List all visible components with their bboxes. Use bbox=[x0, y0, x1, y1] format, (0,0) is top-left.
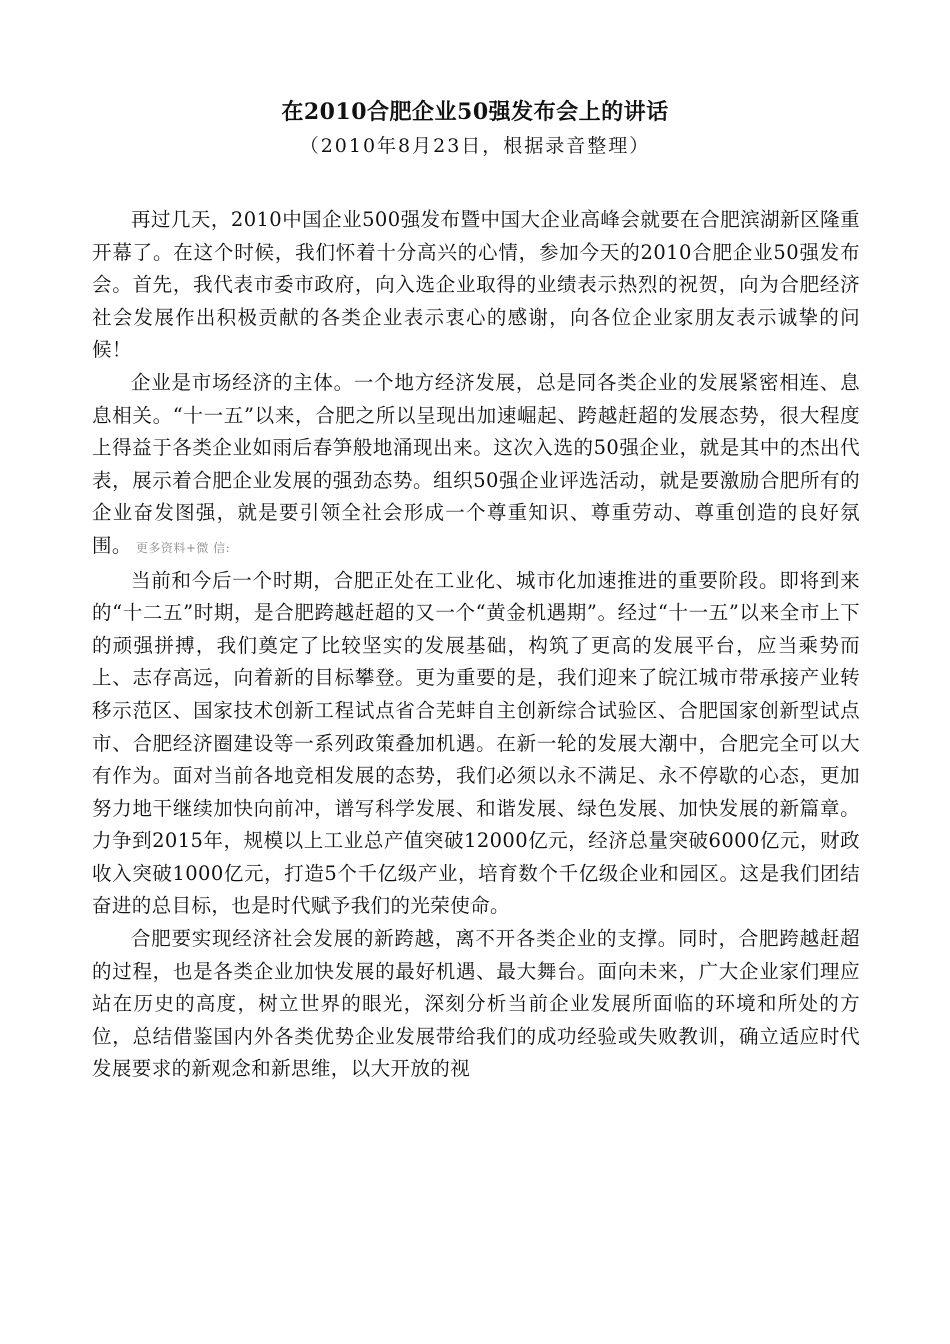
paragraph-1-text: 再过几天，2010中国企业500强发布暨中国大企业高峰会就要在合肥滨湖新区隆重开幕了。在这个时候，我们怀着十分高兴的心情，参加今天的2010合肥企业50强发布会。首先，我代表市委市政府，向入选企业取得的业绩表示热烈的祝贺，向为合肥经济社会发展作出积极贡献的各类企业表示衷心的感谢，向各位企业家朋友表示诚挚的问候！ bbox=[92, 208, 860, 362]
page-subtitle: （2010年8月23日，根据录音整理） bbox=[299, 135, 651, 157]
watermark-note: 更多资料+微 信: bbox=[135, 540, 231, 555]
paragraph-1 bbox=[92, 204, 860, 367]
paragraph-2-text: 企业是市场经济的主体。一个地方经济发展，总是同各类企业的发展紧密相连、息息相关。“十一五”以来，合肥之所以呈现出加速崛起、跨越赶超的发展态势，很大程度上得益于各类企业如雨后春笋般地涌现出来。这次入选的50强企业，就是其中的杰出代表，展示着合肥企业发展的强劲态势。组织50强企业评选活动，就是要激励合肥所有的企业奋发图强，就是要引领全社会形成一个尊重知识、尊重劳动、尊重创造的良好氛围。 bbox=[92, 370, 860, 557]
page-title: 在2010合肥企业50强发布会上的讲话 bbox=[281, 99, 669, 125]
paragraph-2 bbox=[92, 367, 860, 565]
paragraph-3 bbox=[92, 565, 860, 924]
paragraph-4-text: 合肥要实现经济社会发展的新跨越，离不开各类企业的支撑。同时，合肥跨越赶超的过程，也是各类企业加快发展的最好机遇、最大舞台。面向未来，广大企业家们理应站在历史的高度，树立世界的眼光，深刻分析当前企业发展所面临的环境和所处的方位，总结借鉴国内外各类优势企业发展带给我们的成功经验或失败教训，确立适应时代发展要求的新观念和新思维，以大开放的视 bbox=[92, 927, 860, 1081]
speech-body bbox=[92, 204, 860, 1086]
paragraph-4 bbox=[92, 923, 860, 1086]
paragraph-3-text: 当前和今后一个时期，合肥正处在工业化、城市化加速推进的重要阶段。即将到来的“十二五”时期，是合肥跨越赶超的又一个“黄金机遇期”。经过“十一五”以来全市上下的顽强拼搏，我们奠定了比较坚实的发展基础，构筑了更高的发展平台，应当乘势而上、志存高远，向着新的目标攀登。更为重要的是，我们迎来了皖江城市带承接产业转移示范区、国家技术创新工程试点省合芜蚌自主创新综合试验区、合肥国家创新型试点市、合肥经济圈建设等一系列政策叠加机遇。在新一轮的发展大潮中，合肥完全可以大有作为。面对当前各地竞相发展的态势，我们必须以永不满足、永不停歇的心态，更加努力地干继续加快向前冲，谱写科学发展、和谐发展、绿色发展、加快发展的新篇章。力争到2015年，规模以上工业总产值突破12000亿元，经济总量突破6000亿元，财政收入突破1000亿元，打造5个千亿级产业，培育数个千亿级企业和园区。这是我们团结奋进的总目标，也是时代赋予我们的光荣使命。 bbox=[92, 568, 860, 918]
